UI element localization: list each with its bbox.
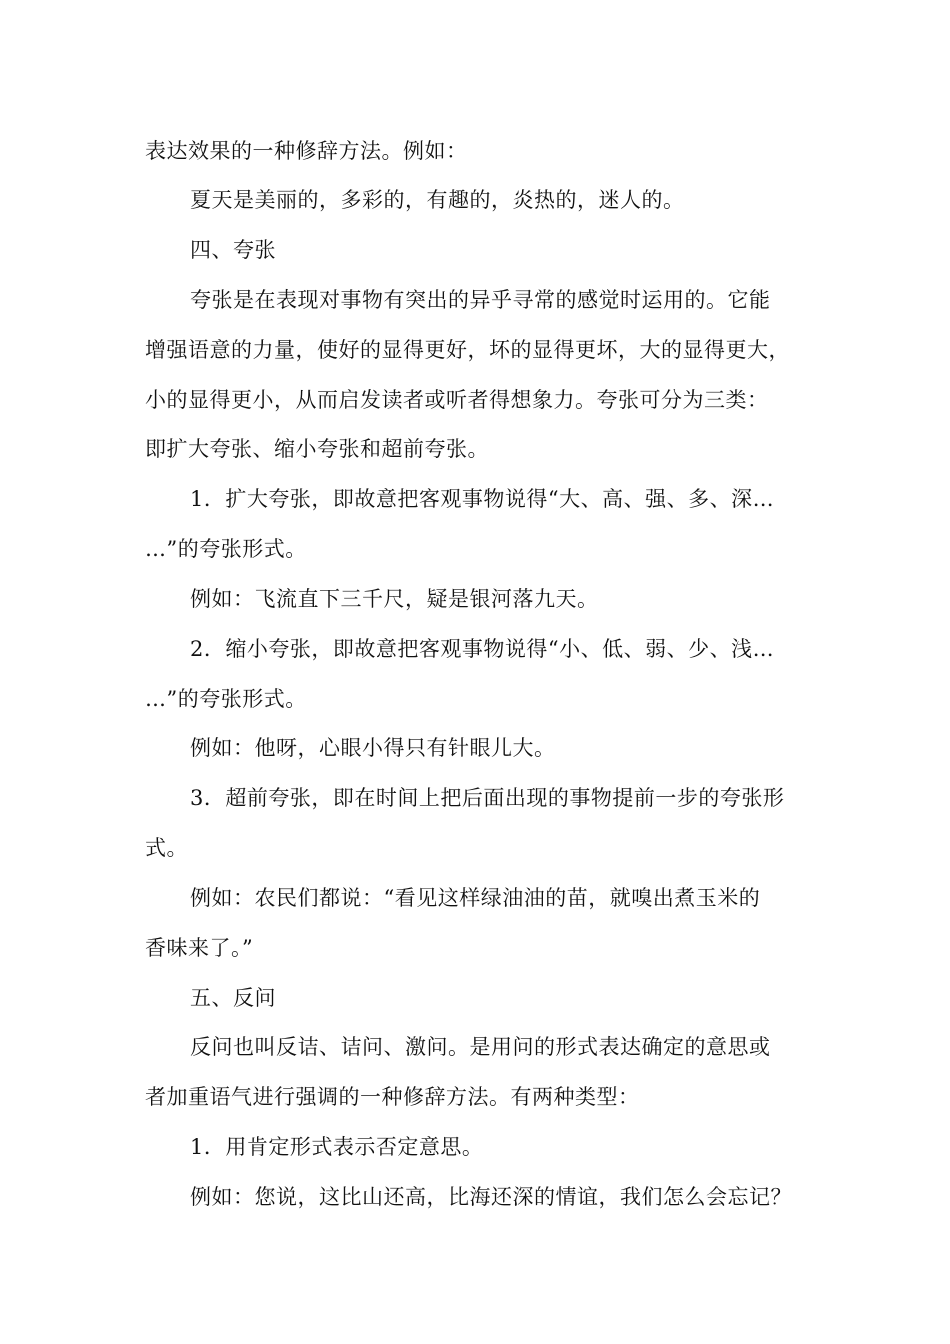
paragraph-line: 增强语意的力量，使好的显得更好，坏的显得更坏，大的显得更大， — [145, 338, 790, 362]
section-heading-rhetorical-question: 五、反问 — [190, 986, 276, 1010]
list-item-1-cont: …”的夸张形式。 — [145, 537, 307, 561]
example-line: 例如：飞流直下三千尺，疑是银河落九天。 — [190, 587, 599, 611]
list-item-2-cont: …”的夸张形式。 — [145, 687, 307, 711]
list-item-3: 3．超前夸张，即在时间上把后面出现的事物提前一步的夸张形 — [190, 786, 785, 810]
example-line: 例如：农民们都说：“看见这样绿油油的苗，就嗅出煮玉米的 — [190, 886, 761, 910]
example-line: 例如：您说，这比山还高，比海还深的情谊，我们怎么会忘记？ — [190, 1185, 792, 1209]
list-item-1: 1．用肯定形式表示否定意思。 — [190, 1135, 484, 1159]
example-line-cont: 香味来了。” — [145, 936, 254, 960]
example-line: 例如：他呀，心眼小得只有针眼儿大。 — [190, 736, 556, 760]
list-item-1: 1．扩大夸张，即故意把客观事物说得“大、高、强、多、深… — [190, 487, 775, 511]
list-item-2: 2．缩小夸张，即故意把客观事物说得“小、低、弱、少、浅… — [190, 637, 775, 661]
text-line-continuation: 表达效果的一种修辞方法。例如： — [145, 139, 468, 163]
paragraph-line: 即扩大夸张、缩小夸张和超前夸张。 — [145, 437, 489, 461]
paragraph-line: 小的显得更小，从而启发读者或听者得想象力。夸张可分为三类： — [145, 388, 769, 412]
list-item-3-cont: 式。 — [145, 836, 188, 860]
example-summer: 夏天是美丽的，多彩的，有趣的，炎热的，迷人的。 — [190, 188, 685, 212]
section-heading-hyperbole: 四、夸张 — [190, 238, 276, 262]
paragraph-line: 反问也叫反诘、诘问、激问。是用问的形式表达确定的意思或 — [190, 1035, 771, 1059]
paragraph-line: 者加重语气进行强调的一种修辞方法。有两种类型： — [145, 1085, 640, 1109]
paragraph-line: 夸张是在表现对事物有突出的异乎寻常的感觉时运用的。它能 — [190, 288, 771, 312]
